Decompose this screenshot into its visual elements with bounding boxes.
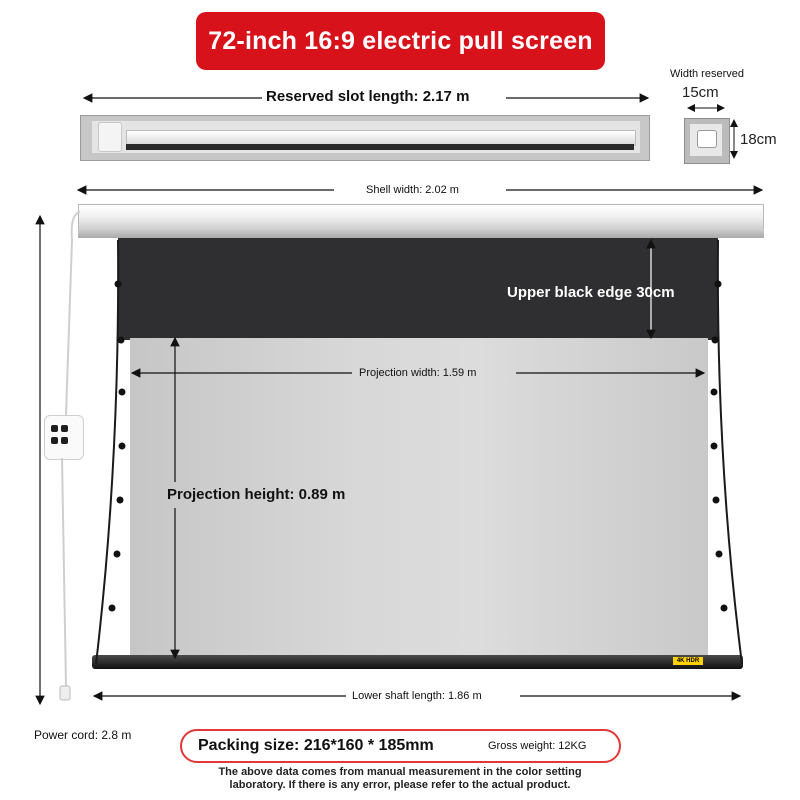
power-cord-top <box>66 212 80 415</box>
width-reserved-label: Width reserved <box>670 68 744 80</box>
projection-height-label: Projection height: 0.89 m <box>167 486 346 503</box>
width-reserved-value: 15cm <box>682 84 719 101</box>
packing-size: Packing size: 216*160 * 185mm <box>198 737 434 754</box>
plug-icon <box>60 686 70 700</box>
title-text: 72-inch 16:9 electric pull screen <box>208 26 593 55</box>
lower-shaft-label: Lower shaft length: 1.86 m <box>352 690 482 702</box>
upper-black-edge-label: Upper black edge 30cm <box>507 284 675 301</box>
projection-width-label: Projection width: 1.59 m <box>359 367 477 379</box>
disclaimer-line-2: laboratory. If there is any error, please refer to the actual product. <box>229 779 571 791</box>
tension-tabs <box>109 281 728 612</box>
disclaimer-line-1: The above data comes from manual measurement in the color setting <box>218 766 582 778</box>
left-tension-cable <box>96 240 118 664</box>
height-reserved-value: 18cm <box>740 131 777 148</box>
disclaimer-note <box>150 766 650 792</box>
right-tension-cable <box>718 240 742 664</box>
gross-weight: Gross weight: 12KG <box>488 740 587 752</box>
shell-width-label: Shell width: 2.02 m <box>366 184 459 196</box>
power-cord-label: Power cord: 2.8 m <box>34 728 132 742</box>
power-cord-bottom <box>62 458 66 686</box>
reserved-slot-label: Reserved slot length: 2.17 m <box>266 88 470 105</box>
badge-text: 4K HDR <box>676 658 700 664</box>
